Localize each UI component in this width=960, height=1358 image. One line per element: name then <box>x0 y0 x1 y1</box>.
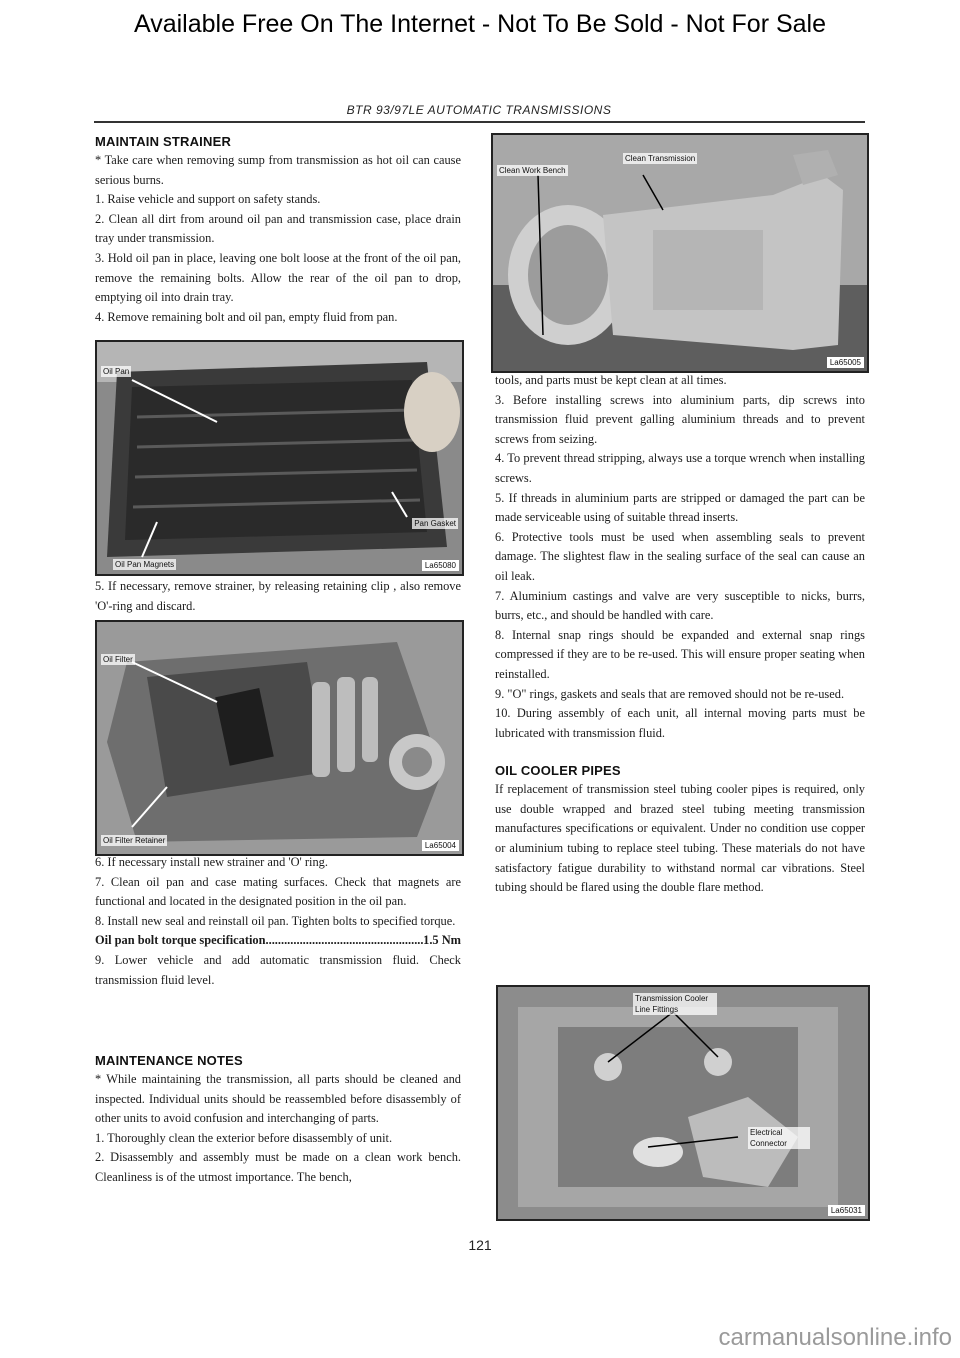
oil-filter-photo <box>95 620 464 856</box>
clean-transmission-label: Clean Transmission <box>625 154 696 163</box>
paragraph: 9. "O" rings, gaskets and seals that are removed should not be re-used. <box>495 686 845 701</box>
spec-value: 1.5 Nm <box>423 933 461 948</box>
paragraph: * Take care when removing sump from transmission as hot oil can cause serious burns. <box>95 153 461 187</box>
section-heading: OIL COOLER PIPES <box>495 763 621 779</box>
electrical-connector-label: Electrical Connector <box>748 1127 810 1149</box>
figure-code: La65005 <box>827 357 864 368</box>
steps-6-9 <box>95 853 461 990</box>
paragraph: 7. Clean oil pan and case mating surfaces. Check that magnets are functional and located in the designated position in the oil pan. <box>95 874 461 909</box>
figure-code: La65031 <box>828 1205 865 1216</box>
paragraph: 5. If threads in aluminium parts are stripped or damaged the part can be made serviceable using of suitable thread inserts. <box>495 490 865 525</box>
paragraph: If replacement of transmission steel tubing cooler pipes is required, only use double wrapped and brazed steel tubing meeting transmission manufactures specifications or equivalent. Under no condition use copper or aluminium tubing to replace steel tubing. These materials do not have satisfactory fatigue durability to withstand normal car vibrations. Steel tubing should be flared using the double flare method. <box>495 782 865 895</box>
torque-spec-line <box>95 931 461 951</box>
paragraph: 2. Disassembly and assembly must be made on a clean work bench. Cleanliness is of the utmost importance. The bench, <box>95 1150 461 1184</box>
cooler-line-fittings-label: Transmission Cooler Line Fittings <box>633 993 717 1015</box>
page-number: 121 <box>468 1237 492 1253</box>
footer-site-name: carmanualsonline.info <box>718 1324 952 1351</box>
maintenance-notes-continued <box>495 371 865 898</box>
paragraph: 1. Thoroughly clean the exterior before disassembly of unit. <box>95 1130 393 1145</box>
paragraph: * While maintaining the transmission, all parts should be cleaned and inspected. Individual units should be reassembled before disassembly of other units to avoid confusion and interchanging of parts. <box>95 1072 461 1126</box>
spec-label: Oil pan bolt torque specification <box>95 933 266 948</box>
paragraph: 8. Install new seal and reinstall oil pan. Tighten bolts to specified torque. <box>95 913 456 928</box>
paragraph: 3. Before installing screws into aluminium parts, dip screws into transmission fluid prevent galling aluminium threads and to prevent screws from seizing. <box>495 392 865 446</box>
paragraph: 6. Protective tools must be used when assembling seals to prevent damage. The slightest flaw in the sealing surface of the seal can cause an oil leak. <box>495 529 865 583</box>
paragraph: 4. Remove remaining bolt and oil pan, empty fluid from pan. <box>95 309 398 324</box>
pan-gasket-label: Pan Gasket <box>414 519 456 528</box>
paragraph: 4. To prevent thread stripping, always use a torque wrench when installing screws. <box>495 451 865 485</box>
header-rule <box>94 121 865 123</box>
clean-transmission-photo <box>491 133 869 373</box>
paragraph: 6. If necessary install new strainer and 'O' ring. <box>95 855 328 869</box>
paragraph: 5. If necessary, remove strainer, by releasing retaining clip , also remove 'O'-ring and discard. <box>95 579 461 613</box>
oil-pan-magnets-label: Oil Pan Magnets <box>115 560 175 569</box>
paragraph: 10. During assembly of each unit, all internal moving parts must be lubricated with transmission fluid. <box>495 706 865 740</box>
paragraph: tools, and parts must be kept clean at all times. <box>495 373 727 387</box>
paragraph: 7. Aluminium castings and valve are very susceptible to nicks, burrs, burrs, etc., and should be handled with care. <box>495 588 865 623</box>
maintain-strainer-section <box>95 132 461 327</box>
oil-pan-photo <box>95 340 464 576</box>
figure-code: La65004 <box>422 840 459 851</box>
oil-filter-illustration <box>97 622 462 854</box>
oil-filter-retainer-label: Oil Filter Retainer <box>103 836 166 845</box>
paragraph: 3. Hold oil pan in place, leaving one bolt loose at the front of the oil pan, remove the remaining bolts. Allow the rear of the oil pan to drop, emptying oil into drain tray. <box>95 250 461 305</box>
maintenance-notes-section <box>95 1051 461 1188</box>
running-header: BTR 93/97LE AUTOMATIC TRANSMISSIONS <box>346 103 612 117</box>
oil-filter-label: Oil Filter <box>103 655 133 664</box>
figure-code: La65080 <box>422 560 459 571</box>
cooler-fittings-photo <box>496 985 870 1221</box>
paragraph: 1. Raise vehicle and support on safety stands. <box>95 192 321 207</box>
watermark-banner: Available Free On The Internet - Not To Be Sold - Not For Sale <box>133 10 827 38</box>
clean-work-bench-label: Clean Work Bench <box>499 166 566 175</box>
paragraph: 9. Lower vehicle and add automatic transmission fluid. Check transmission fluid level. <box>95 952 461 987</box>
oil-pan-illustration <box>97 342 462 574</box>
step5-text <box>95 577 461 616</box>
section-heading: MAINTENANCE NOTES <box>95 1053 243 1068</box>
cooler-fittings-illustration <box>498 987 868 1219</box>
paragraph: 8. Internal snap rings should be expanded and external snap rings compressed if they are to be re-used. This will ensure proper seating when reinstalled. <box>495 627 865 681</box>
oil-pan-label: Oil Pan <box>103 367 130 376</box>
paragraph: 2. Clean all dirt from around oil pan and transmission case, place drain tray under transmission. <box>95 211 461 246</box>
spec-leader <box>266 931 424 951</box>
section-heading: MAINTAIN STRAINER <box>95 134 232 149</box>
